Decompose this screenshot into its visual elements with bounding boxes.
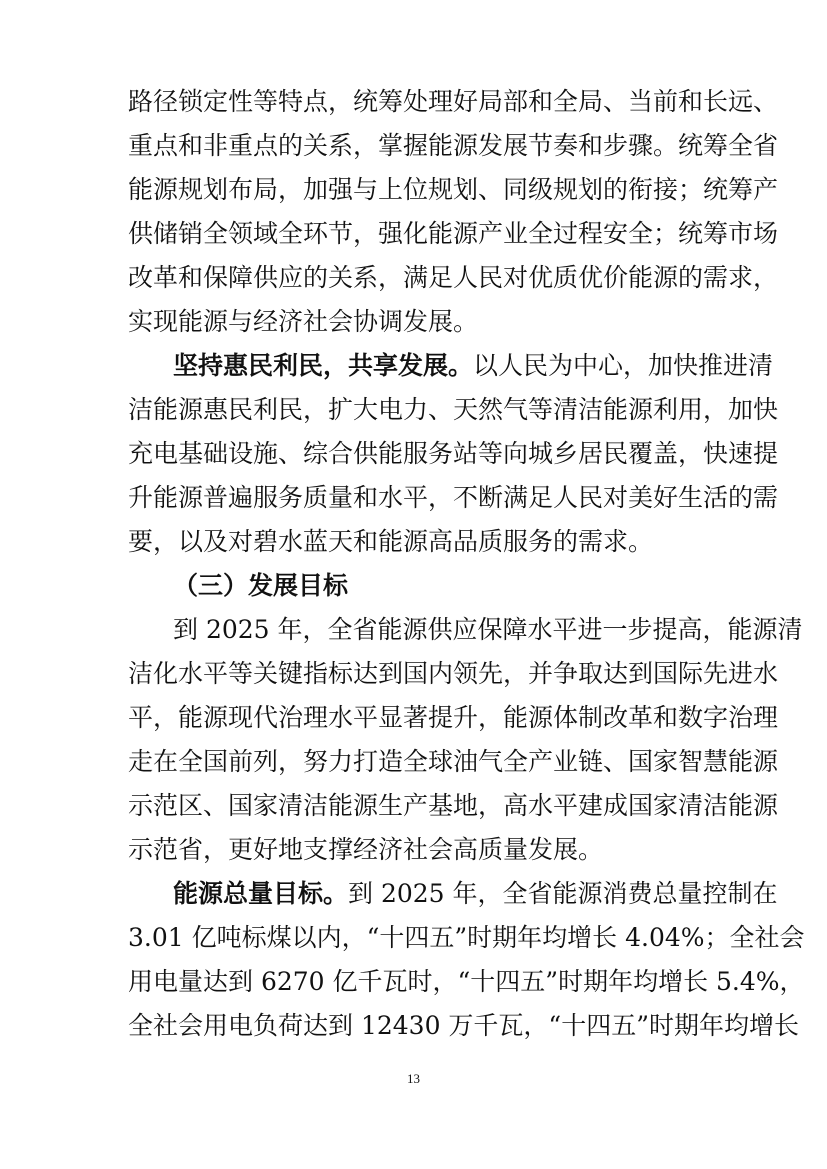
text-line: 要，以及对碧水蓝天和能源高品质服务的需求。 (128, 527, 654, 556)
text-line: 3.01 亿吨标煤以内，“十四五”时期年均增长 4.04%；全社会 (128, 923, 805, 952)
text-line: 供储销全领域全环节，强化能源产业全过程安全；统筹市场 (128, 219, 779, 248)
text-line: 全社会用电负荷达到 12430 万千瓦，“十四五”时期年均增长 (128, 1011, 799, 1040)
text-line: 实现能源与经济社会协调发展。 (128, 307, 479, 336)
text-line: 洁化水平等关键指标达到国内领先，并争取达到国际先进水 (128, 659, 779, 688)
text-line: 能源规划布局，加强与上位规划、同级规划的衔接；统筹产 (128, 175, 779, 204)
text-line: 重点和非重点的关系，掌握能源发展节奏和步骤。统筹全省 (128, 131, 779, 160)
paragraph-lead: 能源总量目标。 (173, 879, 349, 908)
paragraph-text: 以人民为中心，加快推进清 (473, 351, 774, 380)
paragraph-first-line (173, 346, 774, 386)
paragraph-lead: 坚持惠民利民，共享发展。 (173, 351, 474, 380)
text-line: 充电基础设施、综合供能服务站等向城乡居民覆盖，快速提 (128, 439, 779, 468)
text-line: 升能源普遍服务质量和水平，不断满足人民对美好生活的需 (128, 483, 779, 512)
text-line: 洁能源惠民利民，扩大电力、天然气等清洁能源利用，加快 (128, 395, 779, 424)
text-line: 改革和保障供应的关系，满足人民对优质优价能源的需求， (128, 263, 779, 292)
text-line: 走在全国前列，努力打造全球油气全产业链、国家智慧能源 (128, 747, 779, 776)
page-number: 13 (407, 1071, 420, 1086)
paragraph-text: 到 2025 年，全省能源消费总量控制在 (348, 879, 778, 908)
section-heading: （三）发展目标 (173, 571, 349, 600)
text-line: 平，能源现代治理水平显著提升，能源体制改革和数字治理 (128, 703, 779, 732)
paragraph-first-line: 到 2025 年，全省能源供应保障水平进一步提高，能源清 (173, 615, 803, 644)
paragraph-first-line (173, 874, 778, 914)
text-line: 示范省，更好地支撑经济社会高质量发展。 (128, 835, 604, 864)
text-line: 用电量达到 6270 亿千瓦时，“十四五”时期年均增长 5.4%， (128, 967, 805, 996)
text-line: 示范区、国家清洁能源生产基地，高水平建成国家清洁能源 (128, 791, 779, 820)
text-line: 路径锁定性等特点，统筹处理好局部和全局、当前和长远、 (128, 87, 779, 116)
